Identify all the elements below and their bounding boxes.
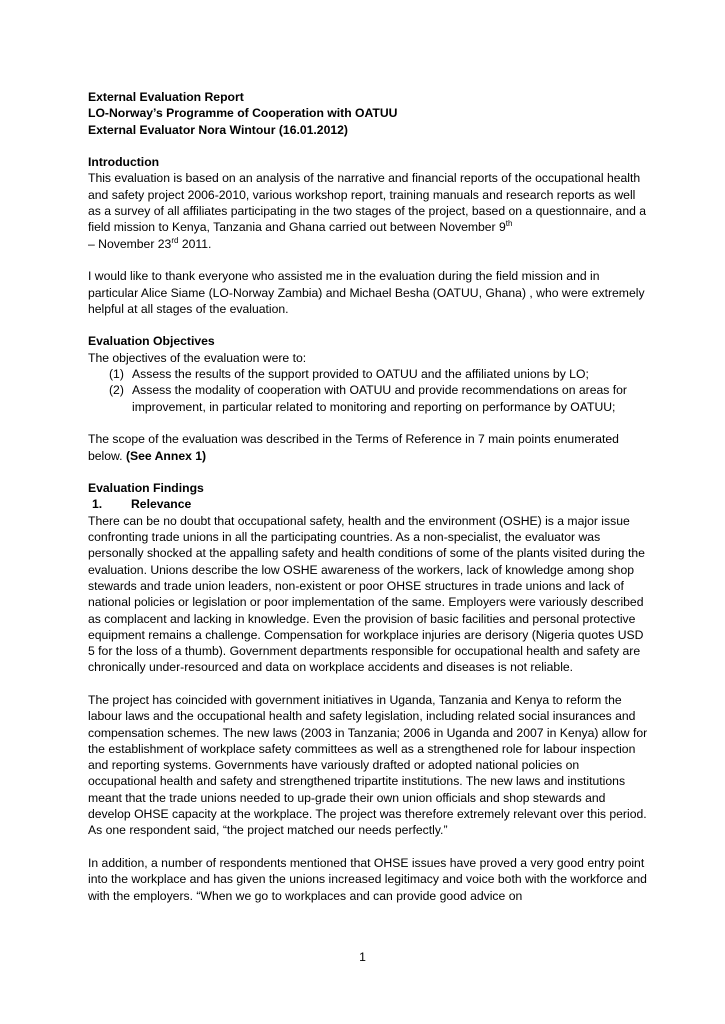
scope-paragraph [88,431,648,464]
report-title: External Evaluation Report [88,90,244,104]
objectives-list [88,366,648,415]
introduction-paragraph-1 [88,170,648,251]
intro-text-a: This evaluation is based on an analysis of the narrative and financial reports of the occupational health and safety project 2006-2010, various workshop report, training manuals and research reports as well as a survey of all affiliates participating in the two stages of the project, based on a questionnaire, and a field mission to Kenya, Tanzania and Ghana carried out between November 9 [88,171,647,235]
objectives-intro: The objectives of the evaluation were to: [88,350,307,365]
list-item-text: Assess the modality of cooperation with OATUU and provide recommendations on areas for improvement, in particular related to monitoring and reporting on performance by OATUU; [132,383,627,414]
intro-sup-rd: rd [171,235,179,245]
introduction-heading: Introduction [88,155,160,170]
scope-text: The scope of the evaluation was described in the Terms of Reference in 7 main points enumerated below. [88,432,619,463]
section-number: 1. [92,497,103,512]
list-item-number: (1) [109,367,124,382]
list-item-text: Assess the results of the support provided to OATUU and the affiliated unions by LO; [132,367,589,382]
findings-paragraph-3: In addition, a number of respondents mentioned that OHSE issues have proved a very good entry point into the workplace and has given the unions increased legitimacy and voice both with the workforce and with the employers. “When we go to workplaces and can provide good advice on [88,855,647,903]
list-item-number: (2) [109,383,124,398]
findings-paragraph-1: There can be no doubt that occupational safety, health and the environment (OSHE) is a major issue confronting trade unions in all the participating countries. As a non-specialist, the evaluator was personally shocked at the appalling safety and health conditions of some of the plants visited during the evaluation. Unions describe the low OSHE awareness of the workers, lack of knowledge among shop stewards and trade union leaders, non-existent or poor OHSE structures in trade unions and lack of national policies or legislation or poor implementation of the same. Employers were variously described as complacent and lacking in knowledge. Even the provision of basic facilities and personal protective equipment remains a challenge. Compensation for workplace injuries are derisory (Nigeria quotes USD 5 for the loss of a thumb). Government departments responsible for occupational health and safety are chronically under-resourced and data on workplace accidents and diseases is not reliable. [88,513,645,675]
intro-sup-th: th [505,219,513,229]
intro-text-c: 2011. [178,236,212,251]
findings-paragraph-2: The project has coincided with government initiatives in Uganda, Tanzania and Kenya to reform the labour laws and the occupational health and safety legislation, including related social insurances and compensation schemes. The new laws (2003 in Tanzania; 2006 in Uganda and 2007 in Kenya) allow for the establishment of workplace safety committees as well as a strengthened role for labour inspection and reporting systems. Governments have variously drafted or adopted national policies on occupational health and safety and strengthened tripartite institutions. The new laws and institutions meant that the trade unions needed to up-grade their own union officials and shop stewards and develop OHSE capacity at the workplace. The project was therefore extremely relevant over this period. As one respondent said, “the project matched our needs perfectly.” [88,692,648,838]
section-title: Relevance [131,497,192,512]
section-heading-relevance [88,496,648,512]
page-number: 1 [359,950,366,964]
report-evaluator: External Evaluator Nora Wintour (16.01.2012) [88,122,348,137]
introduction-paragraph-2: I would like to thank everyone who assisted me in the evaluation during the field mission and in particular Alice Siame (LO-Norway Zambia) and Michael Besha (OATUU, Ghana) , who were extremely helpful at all stages of the evaluation. [88,269,645,316]
list-item [88,382,648,415]
report-subtitle: LO-Norway’s Programme of Cooperation with OATUU [88,106,398,121]
intro-text-b: – November 23 [88,236,172,251]
list-item [88,366,648,382]
scope-annex-reference: (See Annex 1) [125,448,207,463]
document-page [88,89,648,904]
objectives-heading: Evaluation Objectives [88,334,215,349]
findings-heading: Evaluation Findings [88,481,204,496]
